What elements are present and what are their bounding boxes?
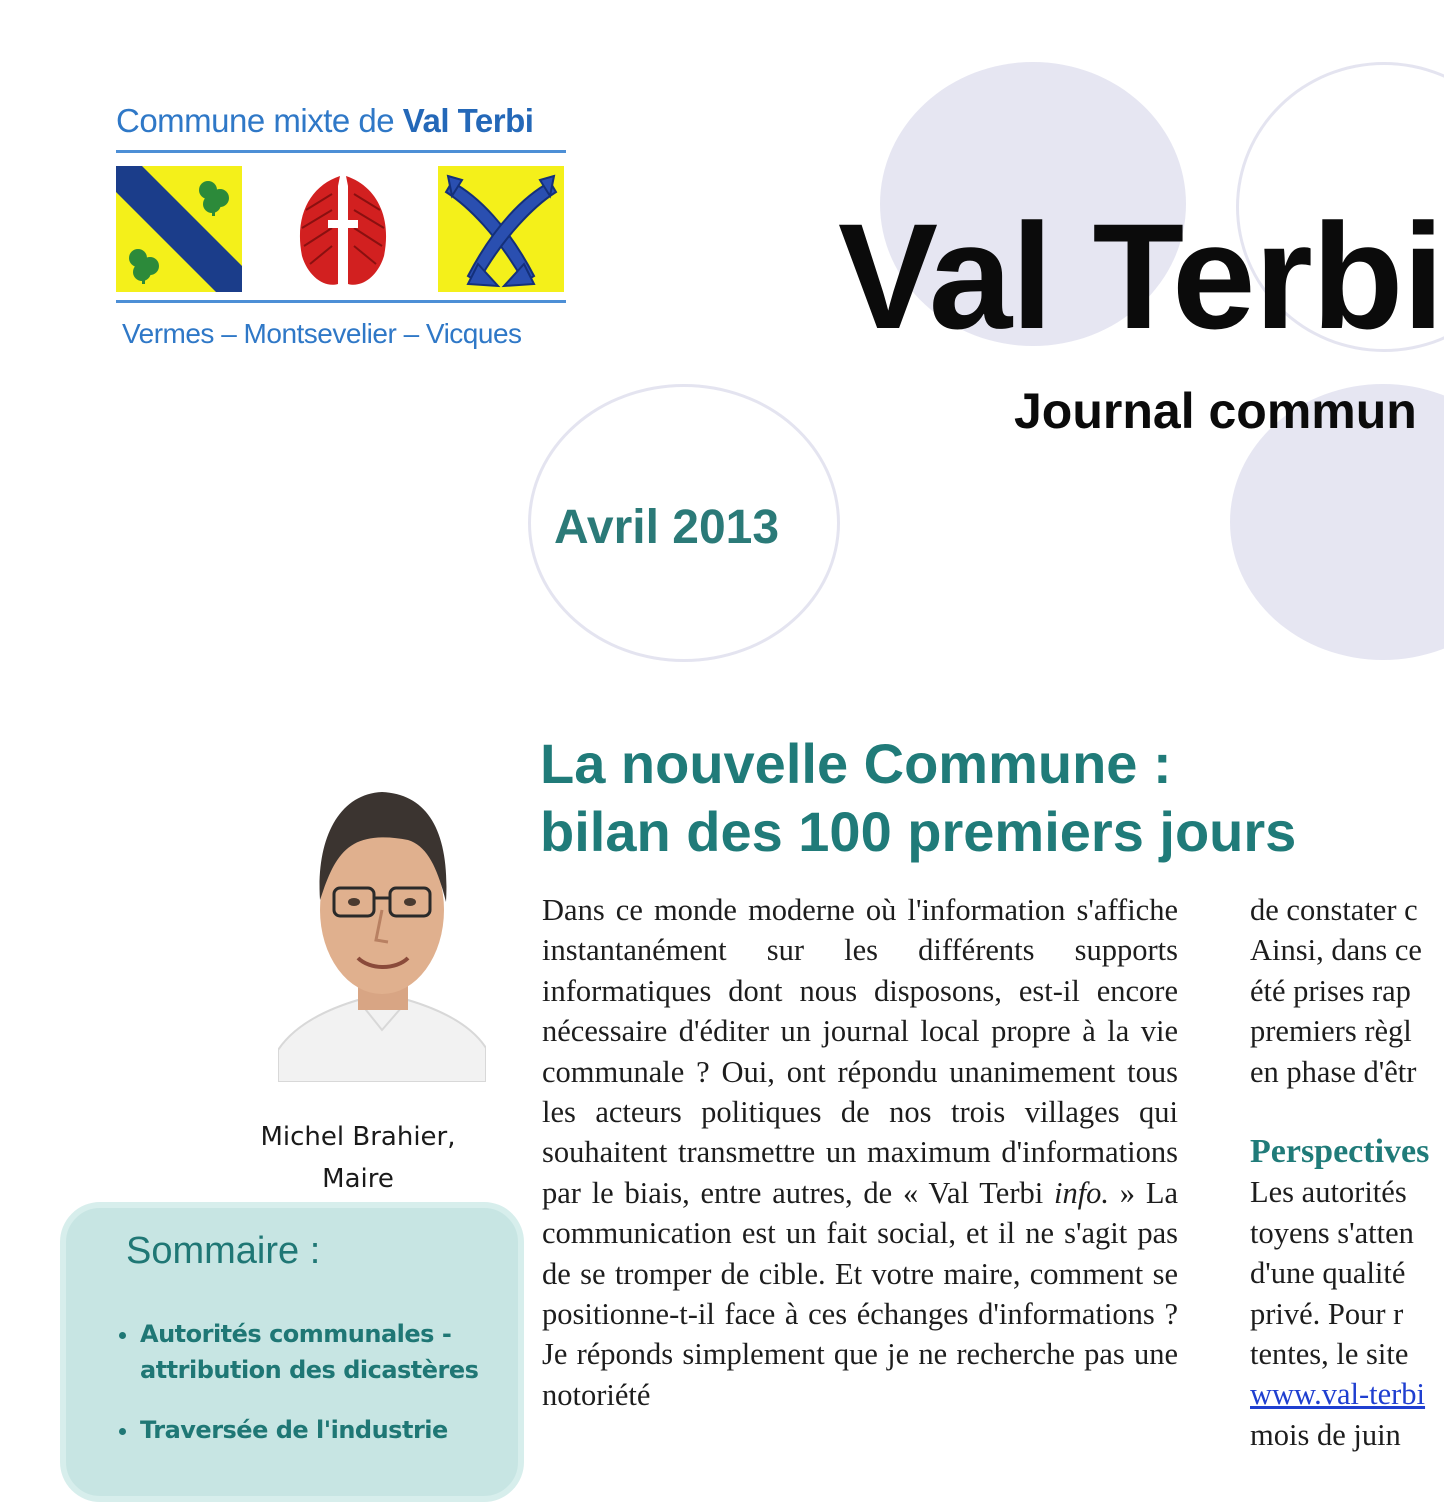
article-column-1: [542, 890, 1178, 1415]
commune-logo: [100, 96, 576, 364]
logo-bottom-text: Vermes – Montsevelier – Vicques: [122, 318, 522, 349]
article-line: privé. Pour r: [1250, 1296, 1404, 1331]
article-text: » La communication est un fait social, et il ne s'agit pas de se tromper de cible. Et votre maire, comment se positionne-t-il face à ces échanges d'informations ? Je réponds simplement que je ne recherche pas une notoriété: [542, 1175, 1178, 1412]
summary-list: [114, 1316, 520, 1472]
article-line: d'une qualité: [1250, 1256, 1406, 1291]
article-line: Ainsi, dans ce: [1250, 933, 1422, 968]
article-line: de constater c: [1250, 893, 1418, 927]
issue-date: Avril 2013: [554, 501, 780, 554]
headline-line: bilan des 100 premiers jours: [540, 800, 1297, 863]
journal-subtitle: Journal commun: [1014, 383, 1417, 439]
article-column-2: [1250, 890, 1444, 1455]
montsevelier-coat-of-arms-icon: [280, 166, 406, 292]
article-line: mois de juin: [1250, 1417, 1401, 1452]
article-line: Les autorités: [1250, 1175, 1407, 1210]
article-line: tentes, le site: [1250, 1337, 1409, 1372]
article-headline: [540, 730, 1296, 866]
logo-rule-top: [116, 150, 566, 153]
summary-box: [60, 1202, 524, 1502]
summary-item[interactable]: • Autorités communales - attribution des dicastères: [140, 1316, 520, 1388]
portrait-caption: [200, 1116, 516, 1200]
summary-item[interactable]: • Traversée de l'industrie: [140, 1412, 520, 1448]
article-line: toyens s'atten: [1250, 1215, 1414, 1250]
vicques-coat-of-arms-icon: [438, 166, 564, 292]
mayor-portrait: [278, 780, 486, 1082]
article-line: été prises rap: [1250, 973, 1411, 1008]
article-line: premiers règl: [1250, 1014, 1412, 1049]
article-text-italic: info.: [1053, 1175, 1110, 1210]
summary-title: Sommaire :: [126, 1230, 321, 1272]
headline-line: La nouvelle Commune :: [540, 732, 1172, 795]
logo-rule-bottom: [116, 300, 566, 303]
article-line: en phase d'êtr: [1250, 1054, 1417, 1089]
logo-top-text: Commune mixte de Val Terbi: [116, 102, 534, 139]
journal-title: Val Terbi: [838, 192, 1444, 360]
section-heading-perspectives: Perspectives: [1250, 1133, 1430, 1171]
caption-role: Maire: [322, 1164, 394, 1194]
caption-name: Michel Brahier,: [260, 1122, 456, 1152]
article-text: Dans ce monde moderne où l'information s'affiche instantanément sur les différents supports informatiques dont nous disposons, est-il encore nécessaire d'éditer un journal local propre à la vie communale ? Oui, ont répondu unanimement tous les acteurs politiques de nos trois villages qui souhaitent transmettre un maximum d'informations par le biais, entre autres, de « Val Terbi: [542, 893, 1178, 1210]
website-link[interactable]: www.val-terbi: [1250, 1377, 1426, 1412]
vermes-coat-of-arms-icon: [116, 166, 242, 292]
